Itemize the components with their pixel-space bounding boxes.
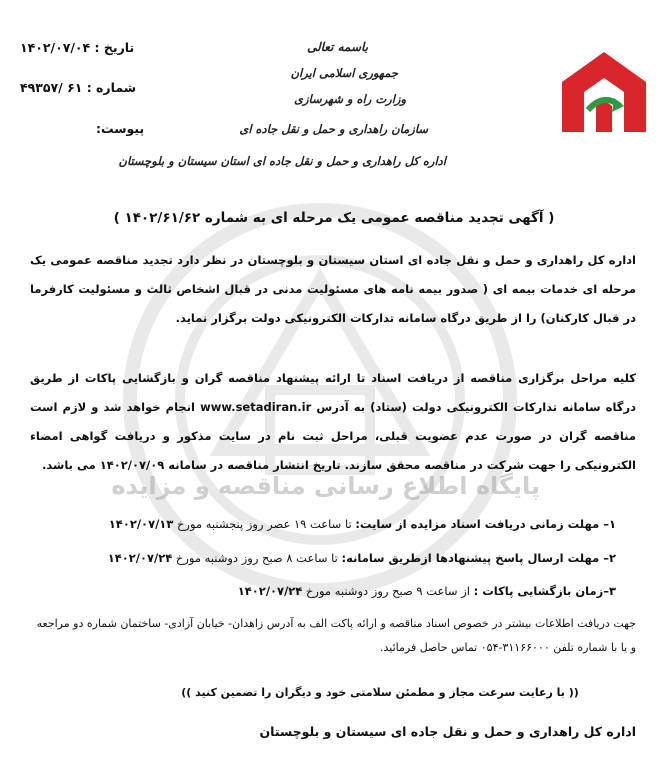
item-3 [238,584,616,598]
header-ministry: وزارت راه و شهرسازی [294,92,406,106]
item-3-date: ۱۴۰۲/۰۷/۲۴ [237,584,303,598]
header-organization: سازمان راهداری و حمل و نقل جاده ای [239,122,428,136]
item-3-label: ۳–زمان بازگشایی پاکات : [473,584,616,598]
letter-attachment: پیوست: [96,121,145,136]
safety-note: (( با رعایت سرعت مجاز و مطمئن سلامتی خود و دیگران را تضمین کنید )) [181,686,579,699]
item-2-body: تا ساعت ۸ صبح روز دوشنبه مورخ [172,551,342,565]
item-1-label: ۱– مهلت زمانی دریافت اسناد مزایده از سایت: [355,517,616,531]
header-directorate: اداره کل راهداری و حمل و نقل جاده ای استان سیستان و بلوچستان [118,154,446,168]
intro-paragraph: اداره کل راهداری و حمل و نقل جاده ای استان سیستان و بلوچستان در نظر دارد تجدید مناقصه عمومی یک مرحله ای خدمات بیمه ای ( صدور بیمه نامه های مسئولیت مدنی در قبال اشخاص ثالث و مسئولیت کارفرما در قبال کارکنان) را از طریق درگاه سامانه تدارکات الکترونیکی دولت برگزار نماید. [30,253,636,325]
procedure-paragraph: کلیه مراحل برگزاری مناقصه از دریافت اسناد تا ارائه پیشنهاد مناقصه گران و بازگشایی پاکات از طریق درگاه سامانه تدارکات الکترونیکی دولت (ستاد) به آدرس www.setadiran.ir انجام خواهد شد و لازم است مناقصه گران در صورت عدم عضویت قبلی، مراحل ثبت نام در سایت مذکور و دریافت گواهی امضاء الکترونیکی را جهت شرکت در مناقصه محقق سازند. تاریخ انتشار مناقصه در سامانه ۱۴۰۲/۰۷/۰۹ می باشد. [30,371,636,472]
item-1-date: ۱۴۰۲/۰۷/۱۳ [108,517,174,531]
item-1-body: تا ساعت ۱۹ عصر روز پنجشنبه مورخ [173,517,356,531]
item-2 [108,551,616,565]
notice-title: ( آگهی تجدید مناقصه عمومی یک مرحله ای به شماره ۱۴۰۲/۶۱/۶۲ ) [113,210,555,226]
item-3-body: از ساعت ۹ صبح روز دوشنبه مورخ [302,584,474,598]
signature-line: اداره کل راهداری و حمل و نقل جاده ای سیستان و بلوچستان [259,724,636,739]
info-note: جهت دریافت اطلاعات بیشتر در خصوص اسناد مناقصه و ارائه پاکت الف به آدرس زاهدان- خیابان آزادی- ساختمان شماره دو مراجعه و یا با شماره تلفن ۳۱۱۶۶۰۰۰-۰۵۴ تماس حاصل فرمائید. [36,617,636,654]
letter-date: تاریخ : ۱۴۰۲/۰۷/۰۴ [20,40,135,55]
item-1 [109,517,616,531]
bismillah: باسمه تعالی [306,40,368,54]
letter-number: شماره : ۶۱ /۴۹۳۵۷ [20,80,136,95]
item-2-label: ۲– مهلت ارسال پاسخ پیشنهادها ازطریق سامانه: [341,551,616,565]
header-country: جمهوری اسلامی ایران [290,66,398,80]
watermark-text: پایگاه اطلاع رسانی مناقصه و مزایده [111,472,540,500]
item-2-date: ۱۴۰۲/۰۷/۲۴ [107,551,173,565]
road-organization-logo-icon [558,48,650,136]
